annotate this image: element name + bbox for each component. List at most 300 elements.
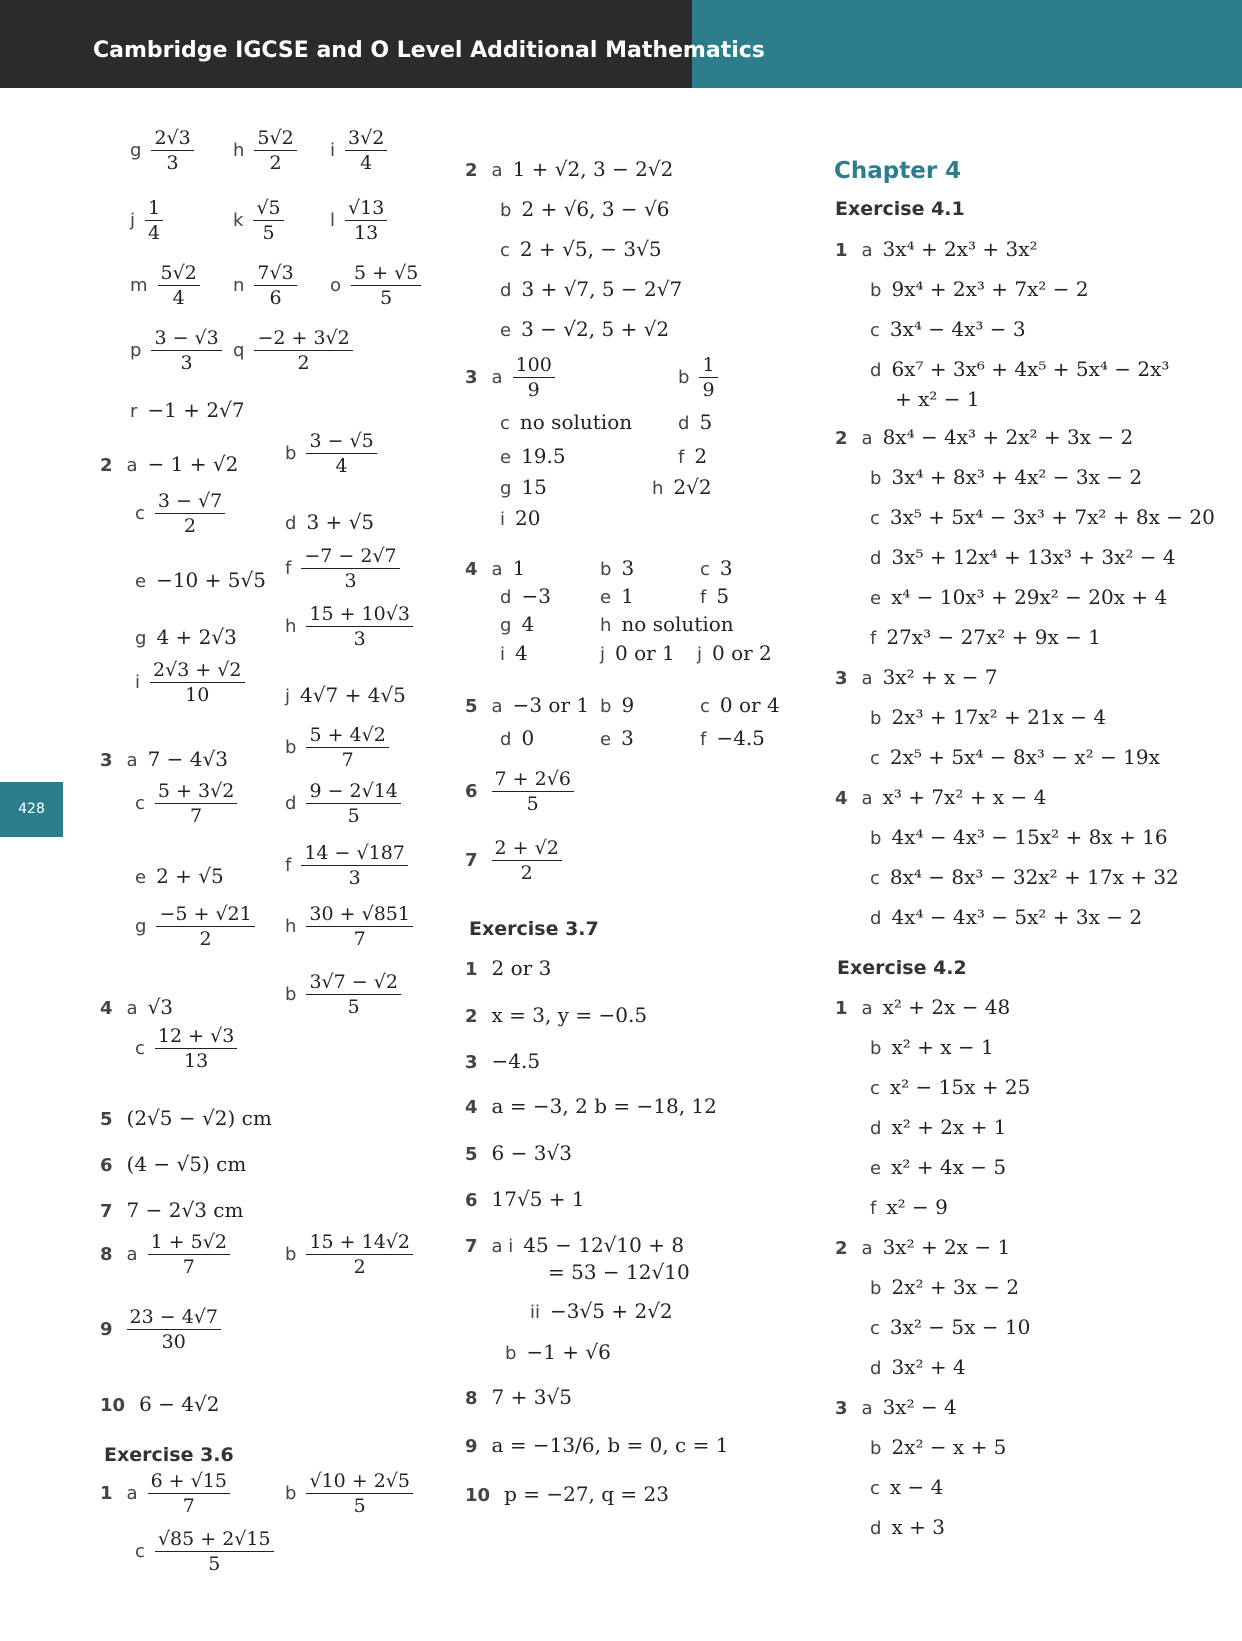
answer-text: 2 + √6, 3 − √6 (521, 197, 670, 221)
answer-item (465, 556, 525, 582)
answer-item (652, 475, 712, 501)
answer-item (870, 905, 1142, 931)
part-letter: g (130, 140, 142, 161)
denominator: 5 (347, 996, 360, 1018)
answer-text: + x² − 1 (895, 387, 980, 411)
part-letter: j (130, 210, 136, 231)
part-letter: c (500, 413, 510, 434)
question-number: 9 (100, 1319, 113, 1340)
numerator: 30 + √851 (306, 903, 413, 927)
answer-text: no solution (621, 612, 734, 636)
answer-item (895, 387, 980, 411)
part-letter: a (861, 428, 873, 449)
answer-item (285, 1231, 413, 1278)
answer-item (600, 641, 675, 667)
denominator: 2 (520, 862, 533, 884)
fraction (306, 903, 413, 950)
denominator: 3 (180, 352, 193, 374)
fraction (156, 903, 254, 950)
answer-item (870, 1355, 966, 1381)
numerator: √85 + 2√15 (155, 1528, 274, 1552)
answer-item (330, 127, 387, 174)
question-number: 3 (465, 1052, 478, 1073)
numerator: 5 + √5 (351, 262, 421, 286)
denominator: 13 (184, 1050, 209, 1072)
numerator: 3√2 (345, 127, 387, 151)
part-letter: b (870, 280, 882, 301)
part-letter: n (233, 275, 245, 296)
part-letter: i (330, 140, 336, 161)
answer-text: 0 or 2 (712, 641, 772, 665)
part-letter: r (130, 401, 138, 422)
part-letter: a (126, 1483, 138, 1504)
fraction (699, 354, 717, 401)
answer-item (465, 1385, 572, 1411)
answer-text: 4 + 2√3 (156, 625, 237, 649)
question-number: 5 (100, 1109, 113, 1130)
question-number: 2 (835, 1238, 848, 1259)
answer-text: −1 + 2√7 (147, 398, 245, 422)
answer-item (465, 354, 555, 401)
part-letter: f (700, 729, 707, 750)
fraction (155, 490, 225, 537)
answer-text: 3x² + 2x − 1 (882, 1235, 1011, 1259)
part-letter: c (870, 748, 880, 769)
part-letter: b (678, 367, 690, 388)
fraction (150, 659, 244, 706)
answer-item (500, 237, 662, 263)
answer-item (870, 1435, 1006, 1461)
answer-item (285, 603, 413, 650)
part-letter: b (870, 828, 882, 849)
answer-item (500, 444, 566, 470)
numerator: 2 + √2 (492, 837, 562, 861)
fraction (492, 837, 562, 884)
answer-text: 2 + √5, − 3√5 (519, 237, 662, 261)
answer-text: 7 − 4√3 (147, 747, 228, 771)
denominator: 5 (353, 1495, 366, 1517)
numerator: 3 − √5 (306, 430, 376, 454)
fraction (301, 545, 399, 592)
fraction (253, 197, 283, 244)
question-number: 1 (465, 959, 478, 980)
answer-text: 8x⁴ − 4x³ + 2x² + 3x − 2 (882, 425, 1134, 449)
part-letter: h (285, 616, 297, 637)
numerator: 5√2 (158, 262, 200, 286)
answer-text: 4√7 + 4√5 (300, 683, 406, 707)
denominator: 3 (166, 152, 179, 174)
answer-item (870, 317, 1026, 343)
fraction (127, 1306, 221, 1353)
answer-text: 3x⁵ + 5x⁴ − 3x³ + 7x² + 8x − 20 (889, 505, 1215, 529)
numerator: 1 (145, 197, 163, 221)
fraction (306, 724, 388, 771)
part-letter: a (126, 1244, 138, 1265)
part-letter: d (870, 1518, 882, 1539)
answer-text: x² + 2x − 48 (882, 995, 1011, 1019)
answer-item (835, 425, 1133, 451)
part-letter: e (870, 1158, 882, 1179)
part-letter: a (491, 367, 503, 388)
answer-item (870, 1515, 945, 1541)
answer-text: 2 + √5 (156, 864, 224, 888)
answer-text: 3x² + 4 (891, 1355, 966, 1379)
part-letter: e (500, 320, 512, 341)
answer-text: − 1 + √2 (147, 452, 239, 476)
fraction (254, 262, 296, 309)
fraction (345, 127, 387, 174)
question-number: 2 (465, 1006, 478, 1027)
denominator: 7 (341, 749, 354, 771)
question-number: 6 (465, 1190, 478, 1211)
denominator: 3 (348, 867, 361, 889)
answer-text: 45 − 12√10 + 8 (523, 1233, 685, 1257)
part-letter: c (870, 320, 880, 341)
part-letter: a (491, 559, 503, 580)
question-number: 3 (835, 668, 848, 689)
answer-item (233, 262, 297, 309)
part-letter: c (700, 696, 710, 717)
question-number: 7 (465, 850, 478, 871)
denominator: 3 (353, 628, 366, 650)
fraction (155, 780, 237, 827)
numerator: 7√3 (254, 262, 296, 286)
part-letter: c (500, 240, 510, 261)
numerator: √5 (253, 197, 283, 221)
denominator: 5 (526, 793, 539, 815)
answer-text: −4.5 (716, 726, 765, 750)
answer-text: −4.5 (491, 1049, 541, 1073)
answer-text: −1 + √6 (526, 1340, 611, 1364)
fraction (306, 971, 400, 1018)
part-letter: d (678, 413, 690, 434)
part-letter: d (500, 280, 512, 301)
question-number: 5 (465, 1144, 478, 1165)
answer-text: 6 − 3√3 (491, 1141, 572, 1165)
answer-item (500, 317, 669, 343)
part-letter: a (861, 1398, 873, 1419)
answer-text: x² − 9 (886, 1195, 948, 1219)
answer-text: x³ + 7x² + x − 4 (882, 785, 1047, 809)
answer-text: (2√5 − √2) cm (126, 1106, 272, 1130)
question-number: 3 (465, 367, 478, 388)
question-number: 6 (465, 781, 478, 802)
denominator: 5 (380, 287, 393, 309)
part-letter: b (505, 1343, 517, 1364)
answer-item (870, 1315, 1030, 1341)
numerator: 2√3 + √2 (150, 659, 244, 683)
part-letter: d (500, 587, 512, 608)
answer-text: 3x⁵ + 12x⁴ + 13x³ + 3x² − 4 (891, 545, 1176, 569)
answer-item (870, 545, 1176, 571)
part-letter: f (678, 447, 685, 468)
part-letter: b (285, 1244, 297, 1265)
question-number: 7 (100, 1201, 113, 1222)
fraction (492, 768, 574, 815)
answer-text: 0 or 1 (615, 641, 675, 665)
part-letter: ii (530, 1302, 541, 1323)
denominator: 13 (354, 222, 379, 244)
answer-item (870, 505, 1215, 531)
part-letter: c (870, 508, 880, 529)
answer-item (870, 1115, 1006, 1141)
question-number: 10 (100, 1395, 126, 1416)
part-letter: a (491, 160, 503, 181)
answer-item (870, 357, 1169, 383)
answer-item (870, 625, 1101, 651)
fraction (345, 197, 387, 244)
question-number: 4 (465, 1097, 478, 1118)
answer-item (870, 277, 1089, 303)
question-number: 8 (100, 1244, 113, 1265)
answer-item (870, 465, 1142, 491)
answer-item (465, 1233, 684, 1259)
answer-text: 3x² + x − 7 (882, 665, 998, 689)
answer-text: 27x³ − 27x² + 9x − 1 (886, 625, 1101, 649)
part-letter: e (870, 588, 882, 609)
numerator: 5 + 4√2 (306, 724, 388, 748)
part-letter: h (600, 615, 612, 636)
denominator: 2 (297, 352, 310, 374)
question-number: 4 (100, 998, 113, 1019)
answer-text: 3 + √7, 5 − 2√7 (521, 277, 683, 301)
answer-item (135, 490, 225, 537)
answer-item (465, 1049, 540, 1075)
part-letter: f (285, 558, 292, 579)
part-letter: i (500, 509, 506, 530)
part-letter: e (500, 447, 512, 468)
fraction (155, 1528, 274, 1575)
answer-item (130, 262, 200, 309)
answer-item (465, 1187, 585, 1213)
answer-item (135, 864, 224, 890)
part-letter: d (285, 513, 297, 534)
part-letter: c (700, 559, 710, 580)
numerator: 3 − √3 (151, 327, 221, 351)
answer-text: 3 + √5 (306, 510, 375, 534)
numerator: 15 + 10√3 (306, 603, 413, 627)
numerator: 3 − √7 (155, 490, 225, 514)
answer-item (330, 262, 421, 309)
question-number: 1 (835, 998, 848, 1019)
part-letter: d (285, 793, 297, 814)
answer-text: x² + x − 1 (891, 1035, 994, 1059)
answer-text: 9 (621, 693, 635, 717)
answer-text: 8x⁴ − 8x³ − 32x² + 17x + 32 (889, 865, 1179, 889)
answer-item (100, 995, 173, 1021)
part-letter: f (285, 855, 292, 876)
question-number: 10 (465, 1485, 491, 1506)
answer-item (465, 157, 673, 183)
denominator: 4 (335, 455, 348, 477)
answer-text: 6x⁷ + 3x⁶ + 4x⁵ + 5x⁴ − 2x³ (891, 357, 1170, 381)
answer-item (500, 475, 547, 501)
denominator: 7 (182, 1256, 195, 1278)
answer-item (530, 1299, 673, 1325)
answer-item (870, 1035, 994, 1061)
part-letter: b (870, 1038, 882, 1059)
part-letter: k (233, 210, 244, 231)
numerator: 9 − 2√14 (306, 780, 400, 804)
answer-item (465, 1433, 728, 1459)
question-number: 5 (465, 696, 478, 717)
answer-text: −10 + 5√5 (156, 568, 266, 592)
answer-text: x² − 15x + 25 (889, 1075, 1031, 1099)
part-letter: c (135, 1541, 145, 1562)
answer-text: 1 + √2, 3 − 2√2 (512, 157, 674, 181)
denominator: 7 (353, 928, 366, 950)
chapter-heading: Chapter 4 (834, 158, 962, 184)
denominator: 2 (199, 928, 212, 950)
answer-item (100, 1392, 219, 1418)
answer-item (835, 665, 998, 691)
fraction (306, 780, 400, 827)
answer-text: x = 3, y = −0.5 (491, 1003, 648, 1027)
answer-item (285, 903, 413, 950)
part-letter: c (870, 868, 880, 889)
answer-item (870, 745, 1160, 771)
numerator: 1 + 5√2 (148, 1231, 230, 1255)
answer-item (500, 612, 534, 638)
answer-item (465, 1003, 647, 1029)
header-accent (692, 0, 1242, 88)
part-letter: e (135, 571, 147, 592)
part-letter: j (285, 686, 291, 707)
part-letter: b (600, 559, 612, 580)
numerator: 6 + √15 (148, 1470, 230, 1494)
page-number: 428 (0, 782, 63, 837)
part-letter: a (491, 696, 503, 717)
answer-item (285, 842, 408, 889)
part-letter: a (126, 998, 138, 1019)
answer-text: 6 − 4√2 (139, 1392, 220, 1416)
part-letter: i (135, 672, 141, 693)
fraction (151, 127, 193, 174)
numerator: 5 + 3√2 (155, 780, 237, 804)
answer-item (285, 971, 401, 1018)
part-letter: l (330, 210, 336, 231)
fraction (151, 327, 221, 374)
answer-item (465, 768, 574, 815)
answer-item (100, 1306, 221, 1353)
answer-item (233, 327, 353, 374)
answer-item (835, 785, 1046, 811)
book-title: Cambridge IGCSE and O Level Additional Mathematics (93, 38, 765, 63)
answer-text: 17√5 + 1 (491, 1187, 585, 1211)
part-letter: h (233, 140, 245, 161)
part-letter: q (233, 340, 245, 361)
answer-item (285, 683, 406, 709)
numerator: 100 (513, 354, 555, 378)
answer-item (700, 726, 765, 752)
denominator: 10 (185, 684, 210, 706)
answer-item (548, 1260, 690, 1284)
part-letter: d (870, 1118, 882, 1139)
answer-item (500, 506, 540, 532)
fraction (306, 1231, 413, 1278)
part-letter: f (870, 628, 877, 649)
part-letter: a (861, 240, 873, 261)
part-letter: f (870, 1198, 877, 1219)
answer-text: 4x⁴ − 4x³ − 15x² + 8x + 16 (891, 825, 1168, 849)
fraction (148, 1470, 230, 1517)
fraction (254, 127, 296, 174)
question-number: 1 (835, 240, 848, 261)
denominator: 4 (148, 222, 161, 244)
answer-text: 3 − √2, 5 + √2 (521, 317, 670, 341)
answer-text: 7 − 2√3 cm (126, 1198, 244, 1222)
part-letter: h (652, 478, 664, 499)
answer-item (500, 410, 632, 436)
answer-item (130, 327, 222, 374)
denominator: 5 (262, 222, 275, 244)
answer-text: −3 or 1 (512, 693, 590, 717)
exercise-heading: Exercise 3.7 (469, 918, 599, 940)
numerator: 3√7 − √2 (306, 971, 400, 995)
answer-text: 2x³ + 17x² + 21x − 4 (891, 705, 1107, 729)
question-number: 1 (100, 1483, 113, 1504)
answer-text: 9x⁴ + 2x³ + 7x² − 2 (891, 277, 1089, 301)
part-letter: a (861, 788, 873, 809)
answer-text: 3x⁴ − 4x³ − 3 (889, 317, 1026, 341)
answer-item (100, 1106, 272, 1132)
numerator: 15 + 14√2 (306, 1231, 413, 1255)
part-letter: c (870, 1318, 880, 1339)
answer-text: 2x⁵ + 5x⁴ − 8x³ − x² − 19x (889, 745, 1160, 769)
part-letter: g (135, 916, 147, 937)
part-letter: a i (491, 1236, 514, 1257)
part-letter: b (285, 443, 297, 464)
answer-text: 5 (716, 584, 730, 608)
answer-text: x − 4 (889, 1475, 944, 1499)
part-letter: a (126, 455, 138, 476)
answer-text: 4 (521, 612, 535, 636)
answer-item (700, 584, 729, 610)
part-letter: j (697, 644, 703, 665)
answer-item (465, 1094, 717, 1120)
question-number: 2 (100, 455, 113, 476)
part-letter: b (870, 708, 882, 729)
part-letter: c (135, 503, 145, 524)
part-letter: b (600, 696, 612, 717)
fraction (351, 262, 421, 309)
answer-item (465, 837, 562, 884)
answer-text: 3x² − 5x − 10 (889, 1315, 1031, 1339)
answer-text: a = −13/6, b = 0, c = 1 (491, 1433, 729, 1457)
answer-text: −3√5 + 2√2 (550, 1299, 673, 1323)
denominator: 5 (208, 1553, 221, 1575)
question-number: 2 (465, 160, 478, 181)
numerator: √13 (345, 197, 387, 221)
answer-text: 2 (694, 444, 708, 468)
answer-item (135, 780, 237, 827)
part-letter: h (285, 916, 297, 937)
answer-text: 1 (512, 556, 526, 580)
answer-item (465, 693, 589, 719)
answer-text: 4 (515, 641, 528, 665)
answer-item (100, 1198, 243, 1224)
question-number: 3 (835, 1398, 848, 1419)
answer-text: −3 (521, 584, 551, 608)
answer-text: x² + 2x + 1 (891, 1115, 1007, 1139)
part-letter: d (870, 360, 882, 381)
part-letter: j (600, 644, 606, 665)
numerator: 14 − √187 (301, 842, 408, 866)
answer-item (500, 726, 534, 752)
part-letter: a (861, 1238, 873, 1259)
question-number: 4 (465, 559, 478, 580)
answer-item (135, 903, 255, 950)
